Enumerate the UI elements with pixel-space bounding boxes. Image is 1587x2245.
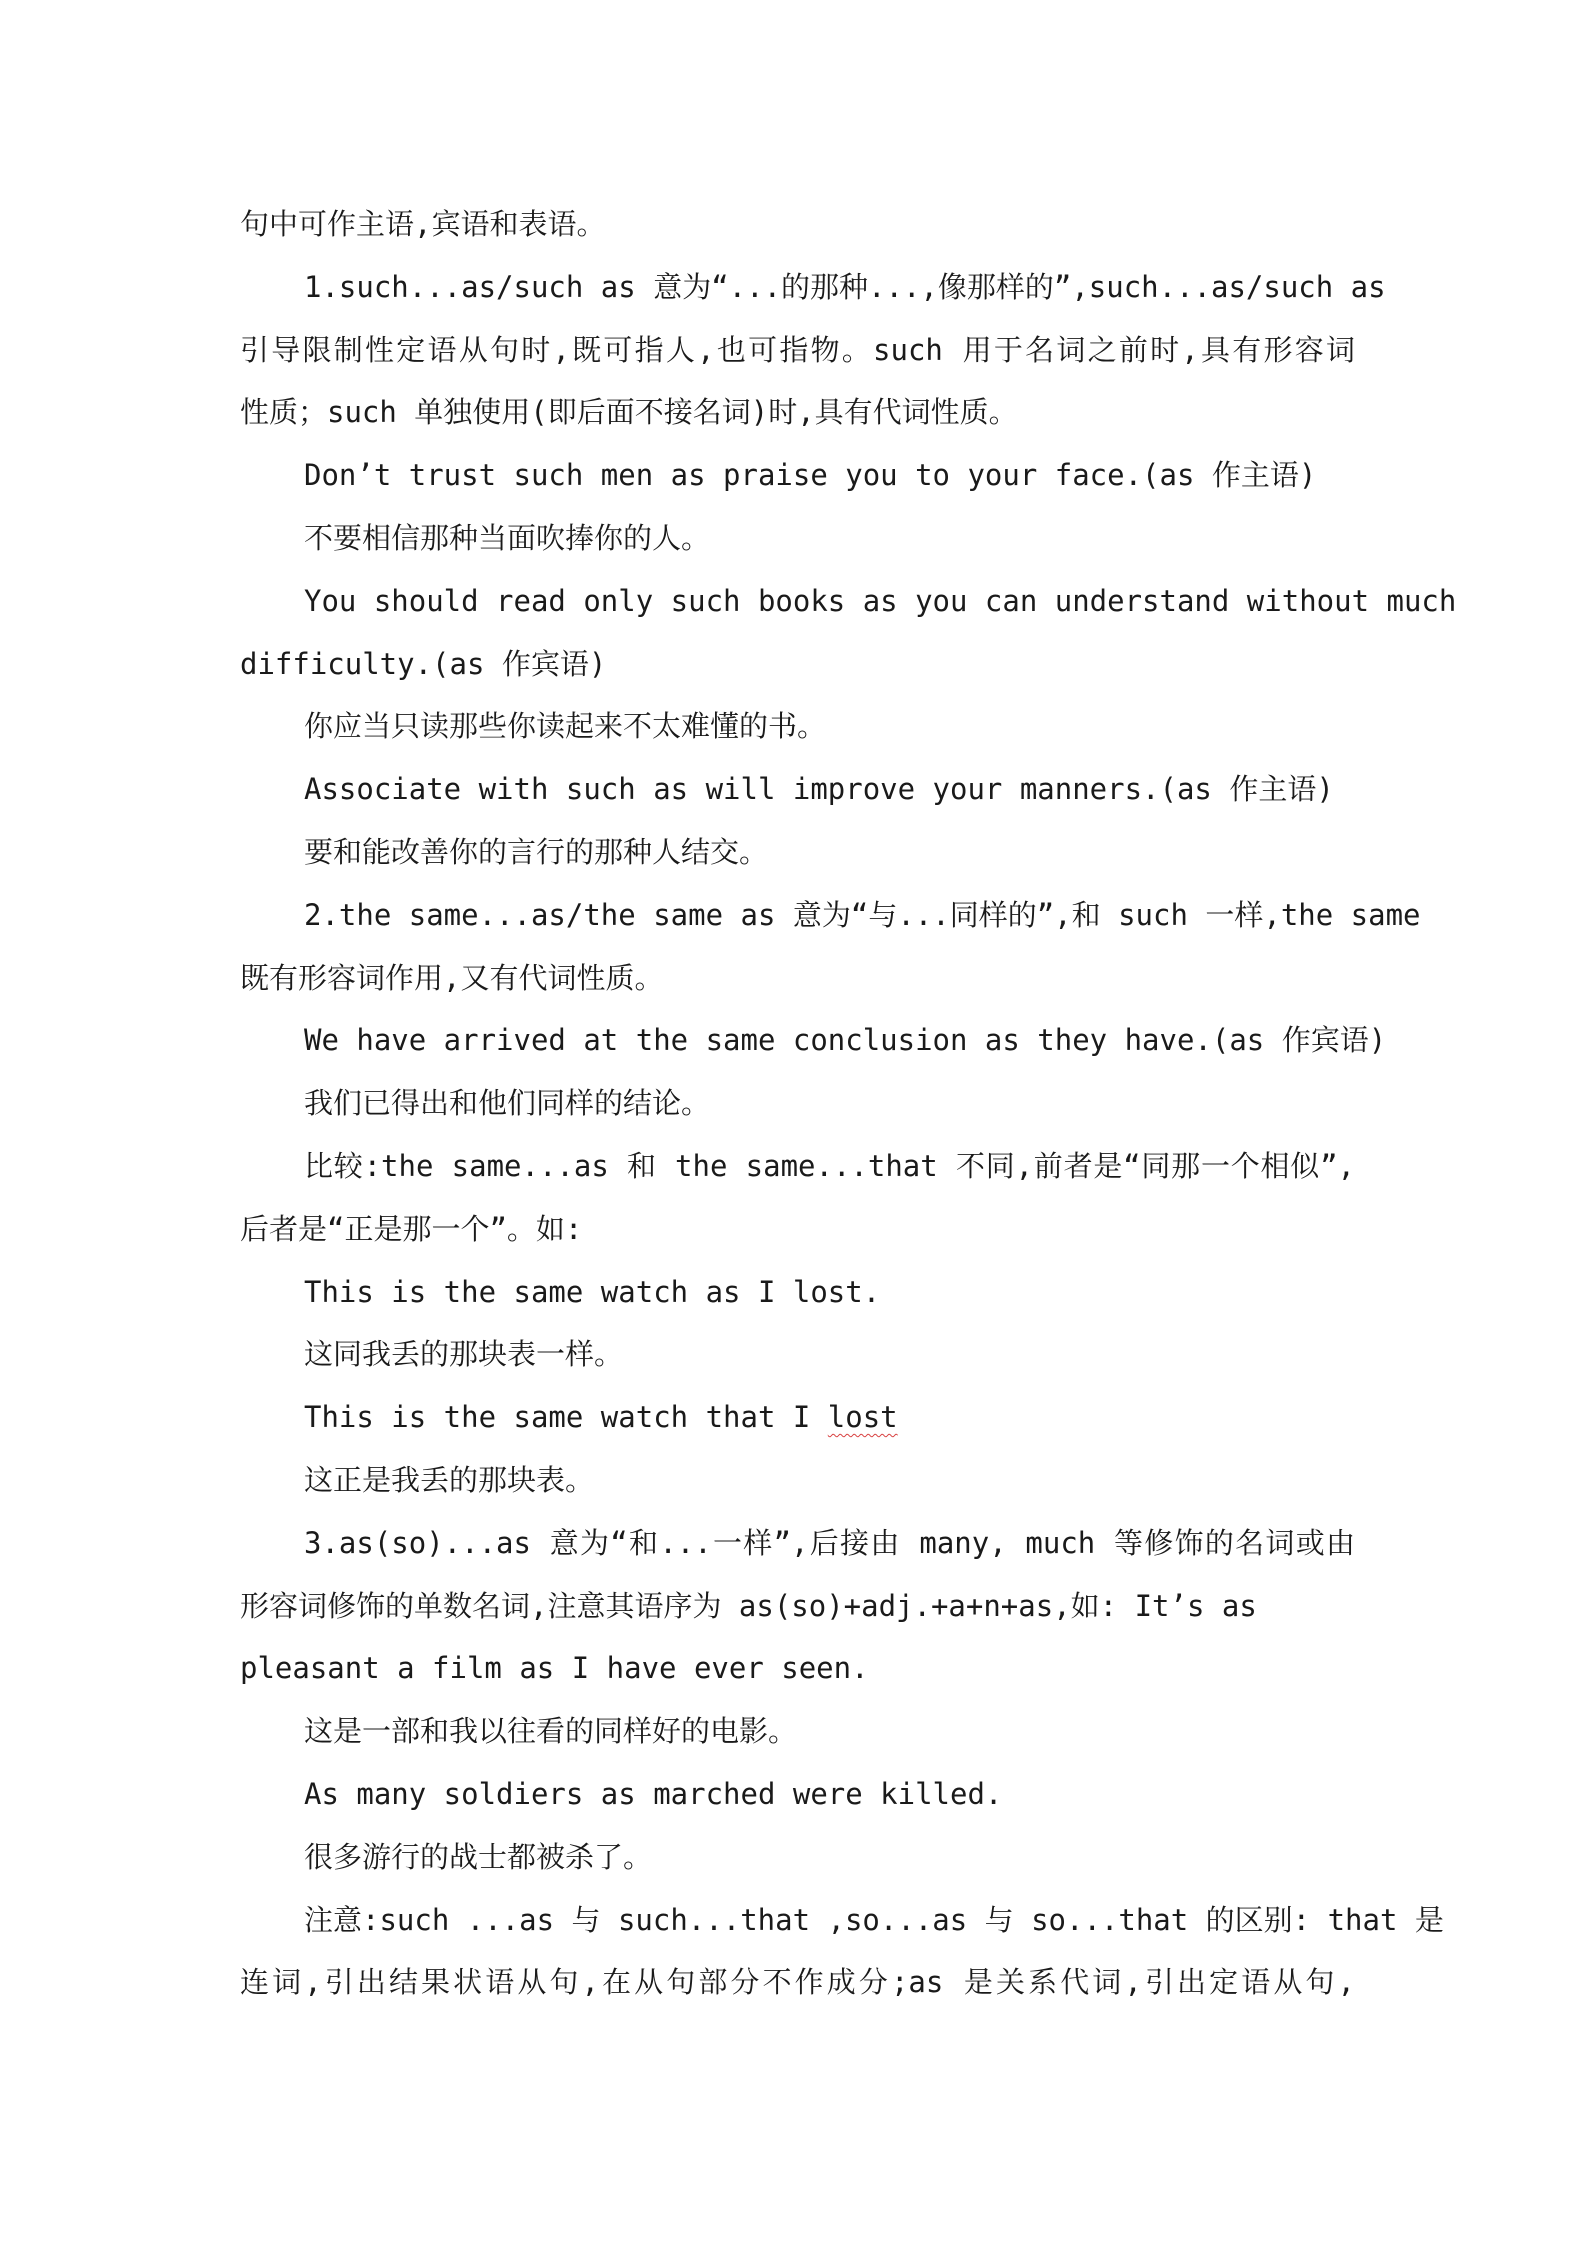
example-sentence-text: This is the same watch that I xyxy=(304,1400,828,1435)
example-sentence: You should read only such books as you can understand without much xyxy=(304,583,1457,618)
example-sentence: We have arrived at the same conclusion as they have.(as 作宾语) xyxy=(304,1023,1387,1058)
document-body xyxy=(240,193,1457,2014)
text-line: 句中可作主语,宾语和表语。 xyxy=(240,207,606,241)
example-sentence: This is the same watch as I lost. xyxy=(304,1274,881,1309)
translation-line: 这是一部和我以往看的同样好的电影。 xyxy=(304,1714,798,1749)
translation-line: 我们已得出和他们同样的结论。 xyxy=(304,1086,711,1121)
translation-line: 这同我丢的那块表一样。 xyxy=(304,1337,624,1372)
note-line-continued: 连词,引出结果状语从句,在从句部分不作成分;as 是关系代词,引出定语从句, xyxy=(240,1965,1355,2000)
translation-line: 不要相信那种当面吹捧你的人。 xyxy=(304,520,711,555)
spellcheck-trailing-space xyxy=(898,1426,934,1427)
text-line: 2.the same...as/the same as 意为“与...同样的”,和 such 一样,the same xyxy=(304,897,1421,932)
example-sentence: As many soldiers as marched were killed. xyxy=(304,1776,1003,1811)
spellcheck-flagged-word[interactable]: lost xyxy=(827,1400,898,1435)
translation-line: 这正是我丢的那块表。 xyxy=(304,1462,595,1497)
example-sentence-continued: pleasant a film as I have ever seen. xyxy=(240,1651,869,1686)
text-line: 既有形容词作用,又有代词性质。 xyxy=(240,960,664,995)
text-line: 引导限制性定语从句时,既可指人,也可指物。such 用于名词之前时,具有形容词 xyxy=(240,332,1355,367)
comparison-line-continued: 后者是“正是那一个”。如: xyxy=(240,1211,583,1246)
text-line: 形容词修饰的单数名词,注意其语序为 as(so)+adj.+a+n+as,如: It’s as xyxy=(240,1588,1257,1623)
translation-line: 要和能改善你的言行的那种人结交。 xyxy=(304,834,769,869)
example-sentence: Associate with such as will improve your manners.(as 作主语) xyxy=(304,772,1334,807)
example-sentence-with-spellcheck xyxy=(240,1386,1355,1449)
translation-line: 很多游行的战士都被杀了。 xyxy=(304,1839,653,1874)
comparison-line: 比较:the same...as 和 the same...that 不同,前者是“同那一个相似”, xyxy=(304,1148,1355,1183)
example-sentence: Don’t trust such men as praise you to your face.(as 作主语) xyxy=(304,458,1317,493)
note-line: 注意:such ...as 与 such...that ,so...as 与 so...that 的区别: that 是 xyxy=(304,1902,1444,1937)
text-line: 1.such...as/such as 意为“...的那种...,像那样的”,such...as/such as xyxy=(304,269,1386,304)
text-line: 性质；such 单独使用(即后面不接名词)时,具有代词性质。 xyxy=(240,395,1018,430)
example-sentence-continued: difficulty.(as 作宾语) xyxy=(240,646,607,681)
translation-line: 你应当只读那些你读起来不太难懂的书。 xyxy=(304,709,827,744)
text-line: 3.as(so)...as 意为“和...一样”,后接由 many, much 等修饰的名词或由 xyxy=(304,1525,1355,1560)
